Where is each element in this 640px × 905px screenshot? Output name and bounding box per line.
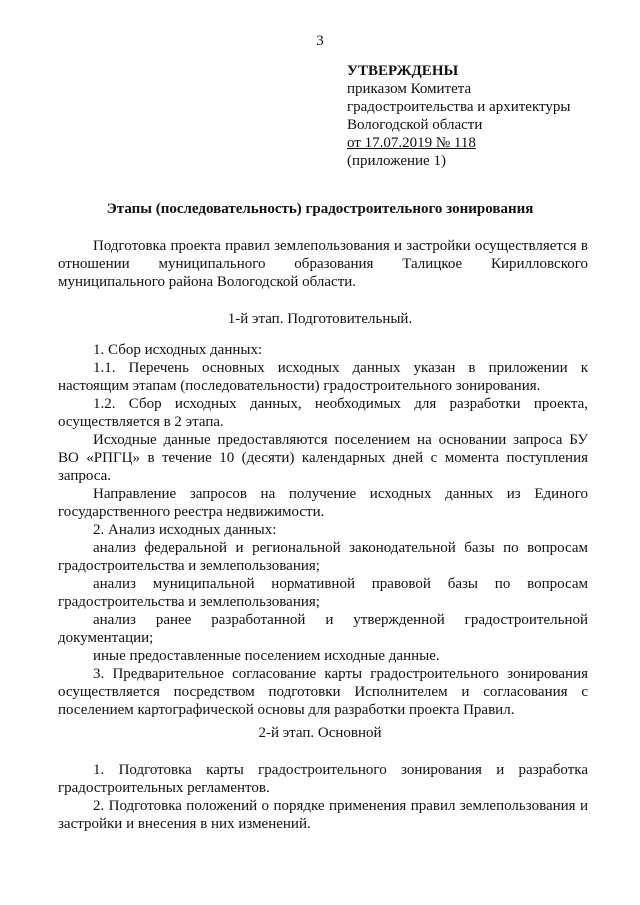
approval-line: градостроительства и архитектуры <box>347 99 571 115</box>
approval-heading: УТВЕРЖДЕНЫ <box>347 63 459 79</box>
paragraph: анализ муниципальной нормативной правовой базы по вопросам градостроительства и землепользования; <box>58 576 588 610</box>
paragraph: 1. Сбор исходных данных: <box>93 342 263 358</box>
document-title: Этапы (последовательность) градостроительного зонирования <box>106 201 534 217</box>
page-number: 3 <box>316 33 324 49</box>
paragraph: 3. Предварительное согласование карты градостроительного зонирования осуществляется посредством подготовки Исполнителем и согласования с поселением картографической основы для разработки проекта Правил. <box>58 666 588 718</box>
paragraph: 1.1. Перечень основных исходных данных указан в приложении к настоящим этапам (последовательности) градостроительного зонирования. <box>58 360 588 394</box>
stage2-body <box>58 761 588 833</box>
intro-paragraph: Подготовка проекта правил землепользования и застройки осуществляется в отношении муниципального образования Талицкое Кирилловского муниципального района Вологодской области. <box>58 238 588 290</box>
intro-block <box>58 237 588 291</box>
paragraph: 1. Подготовка карты градостроительного зонирования и разработка градостроительных регламентов. <box>58 762 588 796</box>
paragraph: анализ федеральной и региональной законодательной базы по вопросам градостроительства и землепользования; <box>58 540 588 574</box>
paragraph: 2. Подготовка положений о порядке применения правил землепользования и застройки и внесения в них изменений. <box>58 798 588 832</box>
stage1-heading: 1-й этап. Подготовительный. <box>227 311 413 327</box>
paragraph: 1.2. Сбор исходных данных, необходимых для разработки проекта, осуществляется в 2 этапа. <box>58 396 588 430</box>
paragraph: Исходные данные предоставляются поселением на основании запроса БУ ВО «РПГЦ» в течение 10 (десяти) календарных дней с момента поступления запроса. <box>58 432 588 484</box>
approval-appendix: (приложение 1) <box>347 153 446 169</box>
stage1-body <box>58 341 588 719</box>
approval-line: Вологодской области <box>347 117 483 133</box>
stage2-heading: 2-й этап. Основной <box>258 725 382 741</box>
paragraph: Направление запросов на получение исходных данных из Единого государственного реестра недвижимости. <box>58 486 588 520</box>
paragraph: 2. Анализ исходных данных: <box>93 522 277 538</box>
approval-line: приказом Комитета <box>347 81 472 97</box>
approval-date: от 17.07.2019 № 118 <box>347 135 476 151</box>
paragraph: иные предоставленные поселением исходные данные. <box>93 648 440 664</box>
approval-block <box>347 62 570 170</box>
paragraph: анализ ранее разработанной и утвержденной градостроительной документации; <box>58 612 588 646</box>
